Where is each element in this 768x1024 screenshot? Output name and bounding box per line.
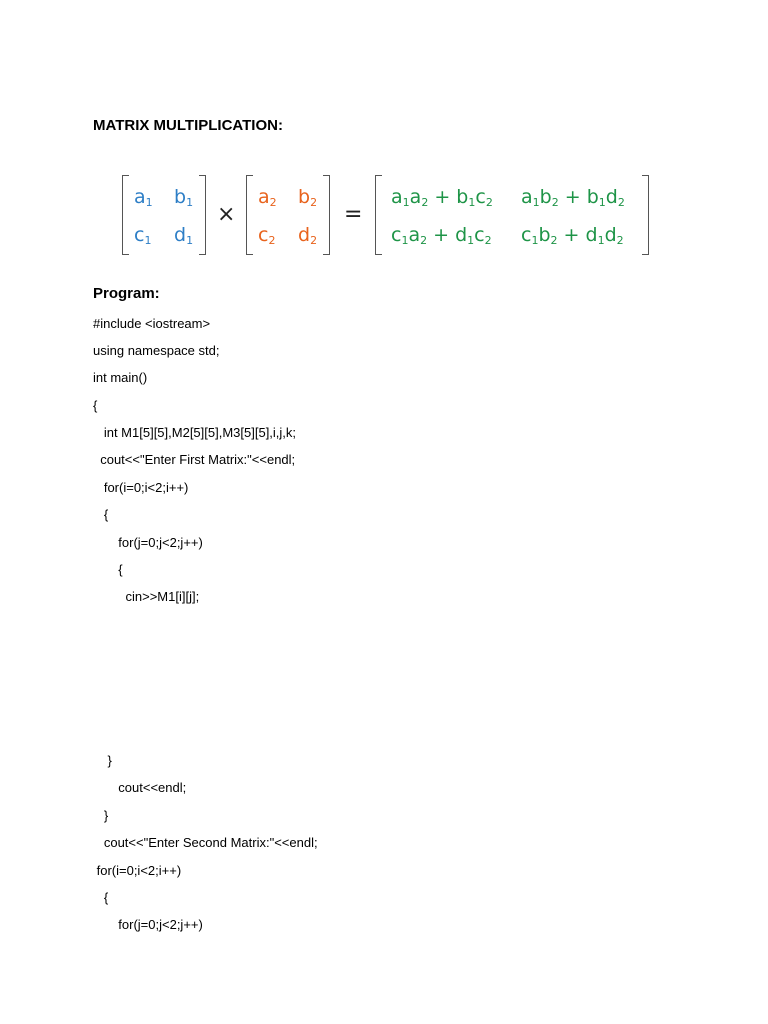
code-line: cout<<endl; bbox=[93, 780, 187, 795]
code-line: } bbox=[93, 808, 109, 823]
result-r1c1: $a_1a_2 + b_1c_2$ bbox=[391, 186, 493, 209]
program-heading: Program: bbox=[93, 285, 160, 302]
matrix-multiplication-formula bbox=[122, 176, 652, 256]
m1-a1: $a_1$ bbox=[134, 186, 153, 209]
code-line: } bbox=[93, 753, 112, 768]
code-line: { bbox=[93, 562, 123, 577]
m2-c2: $c_2$ bbox=[258, 224, 276, 247]
code-line: { bbox=[93, 507, 109, 522]
times-sign: × bbox=[217, 202, 236, 227]
matrix-2 bbox=[246, 176, 330, 254]
m1-d1: $d_1$ bbox=[174, 224, 194, 247]
m1-b1: $b_1$ bbox=[174, 186, 194, 209]
code-line: for(i=0;i<2;i++) bbox=[93, 863, 182, 878]
m2-d2: $d_2$ bbox=[298, 224, 318, 247]
code-line: cin>>M1[i][j]; bbox=[93, 589, 200, 604]
code-line: int main() bbox=[93, 370, 148, 385]
code-line: using namespace std; bbox=[93, 343, 220, 358]
matrix-1 bbox=[122, 176, 206, 254]
m1-c1: $c_1$ bbox=[134, 224, 152, 247]
code-line: int M1[5][5],M2[5][5],M3[5][5],i,j,k; bbox=[93, 425, 297, 440]
code-line: for(j=0;j<2;j++) bbox=[93, 917, 203, 932]
m2-a2: $a_2$ bbox=[258, 186, 277, 209]
code-line: for(j=0;j<2;j++) bbox=[93, 535, 203, 550]
code-line: { bbox=[93, 890, 109, 905]
result-r2c1: $c_1a_2 + d_1c_2$ bbox=[391, 224, 492, 247]
result-r2c2: $c_1b_2 + d_1d_2$ bbox=[521, 224, 624, 247]
equals-sign: = bbox=[344, 202, 363, 227]
m2-b2: $b_2$ bbox=[298, 186, 318, 209]
code-line: { bbox=[93, 398, 98, 413]
page-title: MATRIX MULTIPLICATION: bbox=[93, 117, 283, 134]
code-line: for(i=0;i<2;i++) bbox=[93, 480, 189, 495]
code-line: #include <iostream> bbox=[93, 316, 211, 331]
code-line: cout<<"Enter Second Matrix:"<<endl; bbox=[93, 835, 318, 850]
result-r1c2: $a_1b_2 + b_1d_2$ bbox=[521, 186, 625, 209]
result-matrix bbox=[375, 176, 649, 254]
code-line: cout<<"Enter First Matrix:"<<endl; bbox=[93, 452, 296, 467]
